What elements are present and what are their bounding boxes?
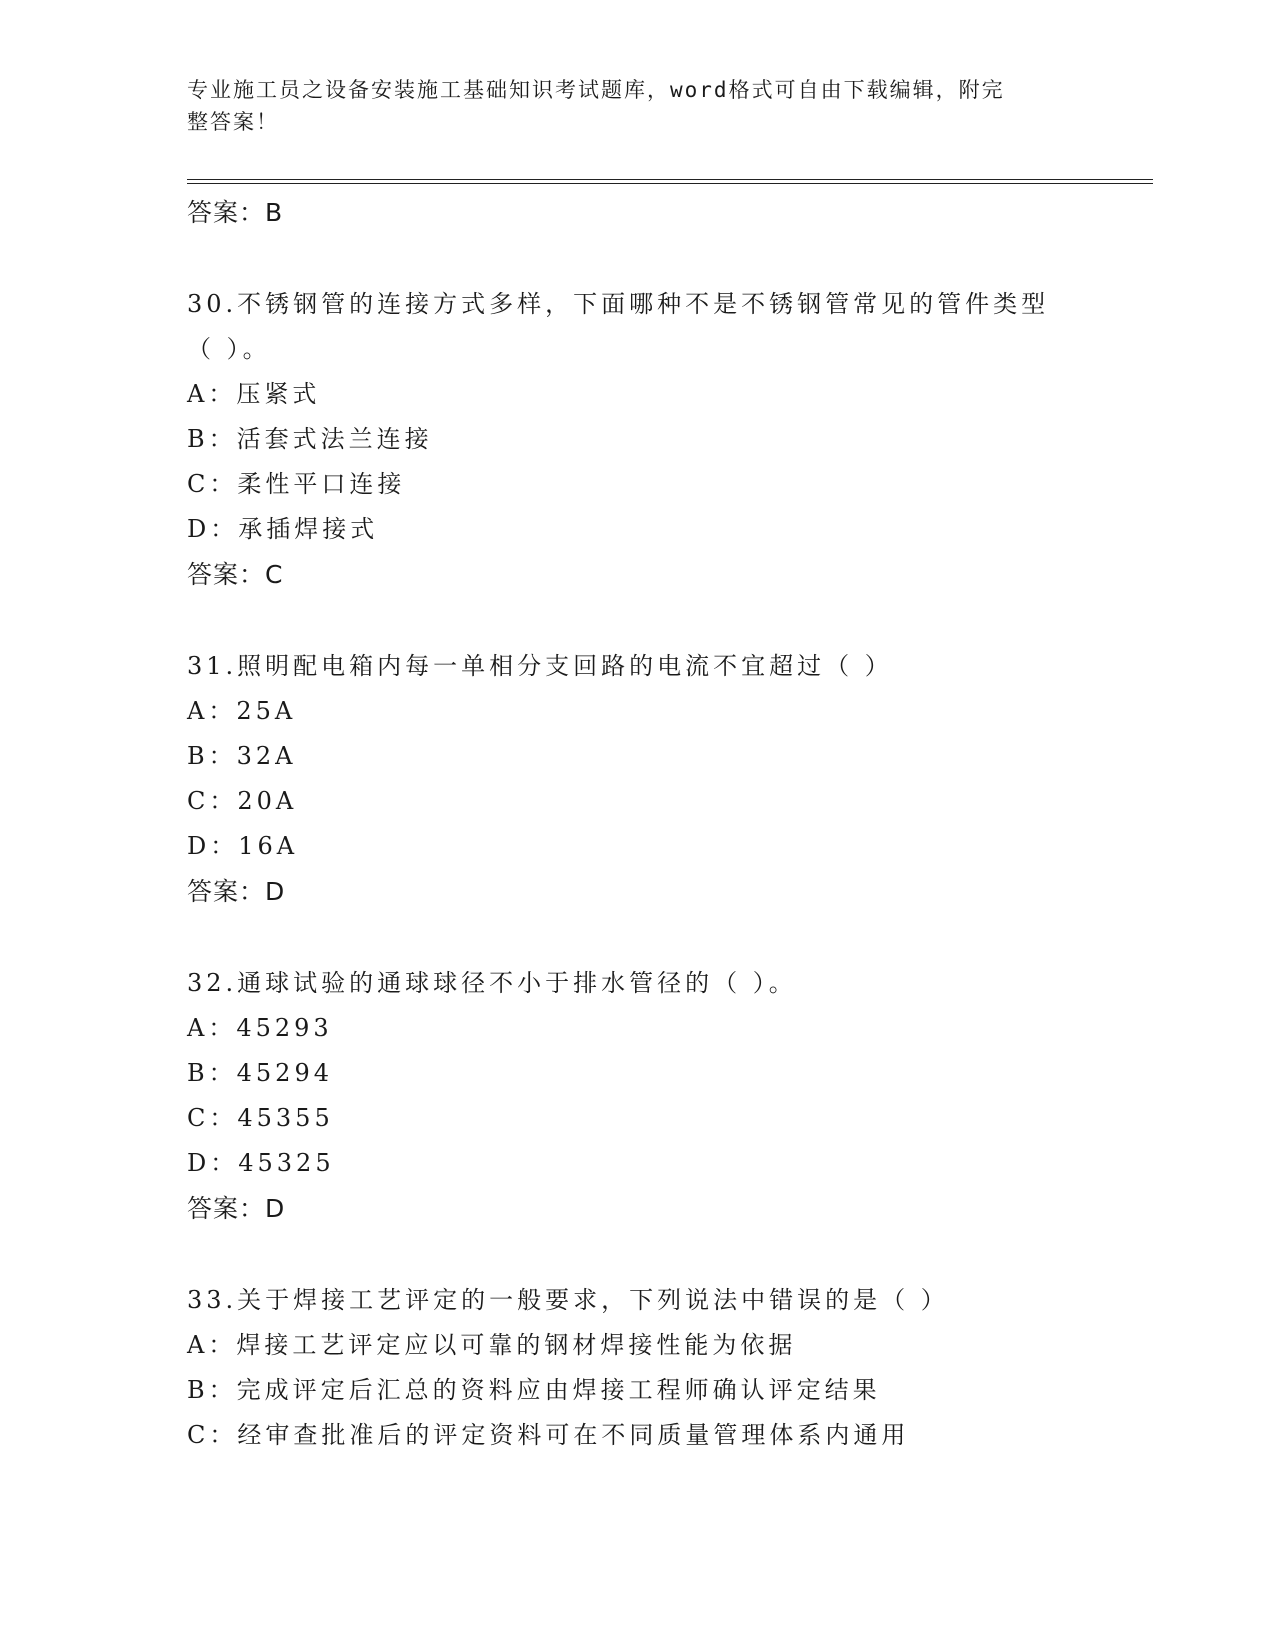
option-d: D：45325 bbox=[187, 1149, 335, 1177]
question-stem: 32.通球试验的通球球径不小于排水管径的（ ）。 bbox=[187, 969, 797, 997]
question-list bbox=[187, 190, 1187, 1458]
header-divider-bottom bbox=[187, 183, 1153, 184]
question-33 bbox=[187, 1278, 1187, 1458]
option-d: D：16A bbox=[187, 832, 299, 860]
option-a: A：焊接工艺评定应以可靠的钢材焊接性能为依据 bbox=[187, 1331, 797, 1359]
answer-q30: 答案：C bbox=[187, 560, 284, 589]
header-line-2: 整答案！ bbox=[187, 110, 279, 134]
option-b: B：32A bbox=[187, 742, 297, 770]
option-c: C：柔性平口连接 bbox=[187, 470, 406, 498]
option-a: A：25A bbox=[187, 697, 297, 725]
answer-q29: 答案：B bbox=[187, 198, 284, 227]
answer-q31: 答案：D bbox=[187, 877, 286, 906]
document-header bbox=[187, 74, 1067, 138]
option-a: A：压紧式 bbox=[187, 380, 321, 408]
option-a: A：45293 bbox=[187, 1014, 333, 1042]
question-31 bbox=[187, 644, 1187, 914]
option-b: B：45294 bbox=[187, 1059, 333, 1087]
question-32 bbox=[187, 961, 1187, 1231]
header-divider-top bbox=[187, 179, 1153, 180]
question-stem-cont: （ ）。 bbox=[187, 335, 271, 363]
question-stem: 31.照明配电箱内每一单相分支回路的电流不宜超过（ ） bbox=[187, 652, 893, 680]
option-c: C：20A bbox=[187, 787, 298, 815]
answer-q32: 答案：D bbox=[187, 1194, 286, 1223]
question-30 bbox=[187, 282, 1187, 597]
option-c: C：经审查批准后的评定资料可在不同质量管理体系内通用 bbox=[187, 1421, 910, 1449]
option-c: C：45355 bbox=[187, 1104, 334, 1132]
header-line-1: 专业施工员之设备安装施工基础知识考试题库，word格式可自由下载编辑，附完 bbox=[187, 78, 1005, 102]
option-b: B：活套式法兰连接 bbox=[187, 425, 433, 453]
option-b: B：完成评定后汇总的资料应由焊接工程师确认评定结果 bbox=[187, 1376, 881, 1404]
question-stem: 33.关于焊接工艺评定的一般要求，下列说法中错误的是（ ） bbox=[187, 1286, 949, 1314]
question-stem: 30.不锈钢管的连接方式多样，下面哪种不是不锈钢管常见的管件类型 bbox=[187, 290, 1050, 318]
option-d: D：承插焊接式 bbox=[187, 515, 379, 543]
